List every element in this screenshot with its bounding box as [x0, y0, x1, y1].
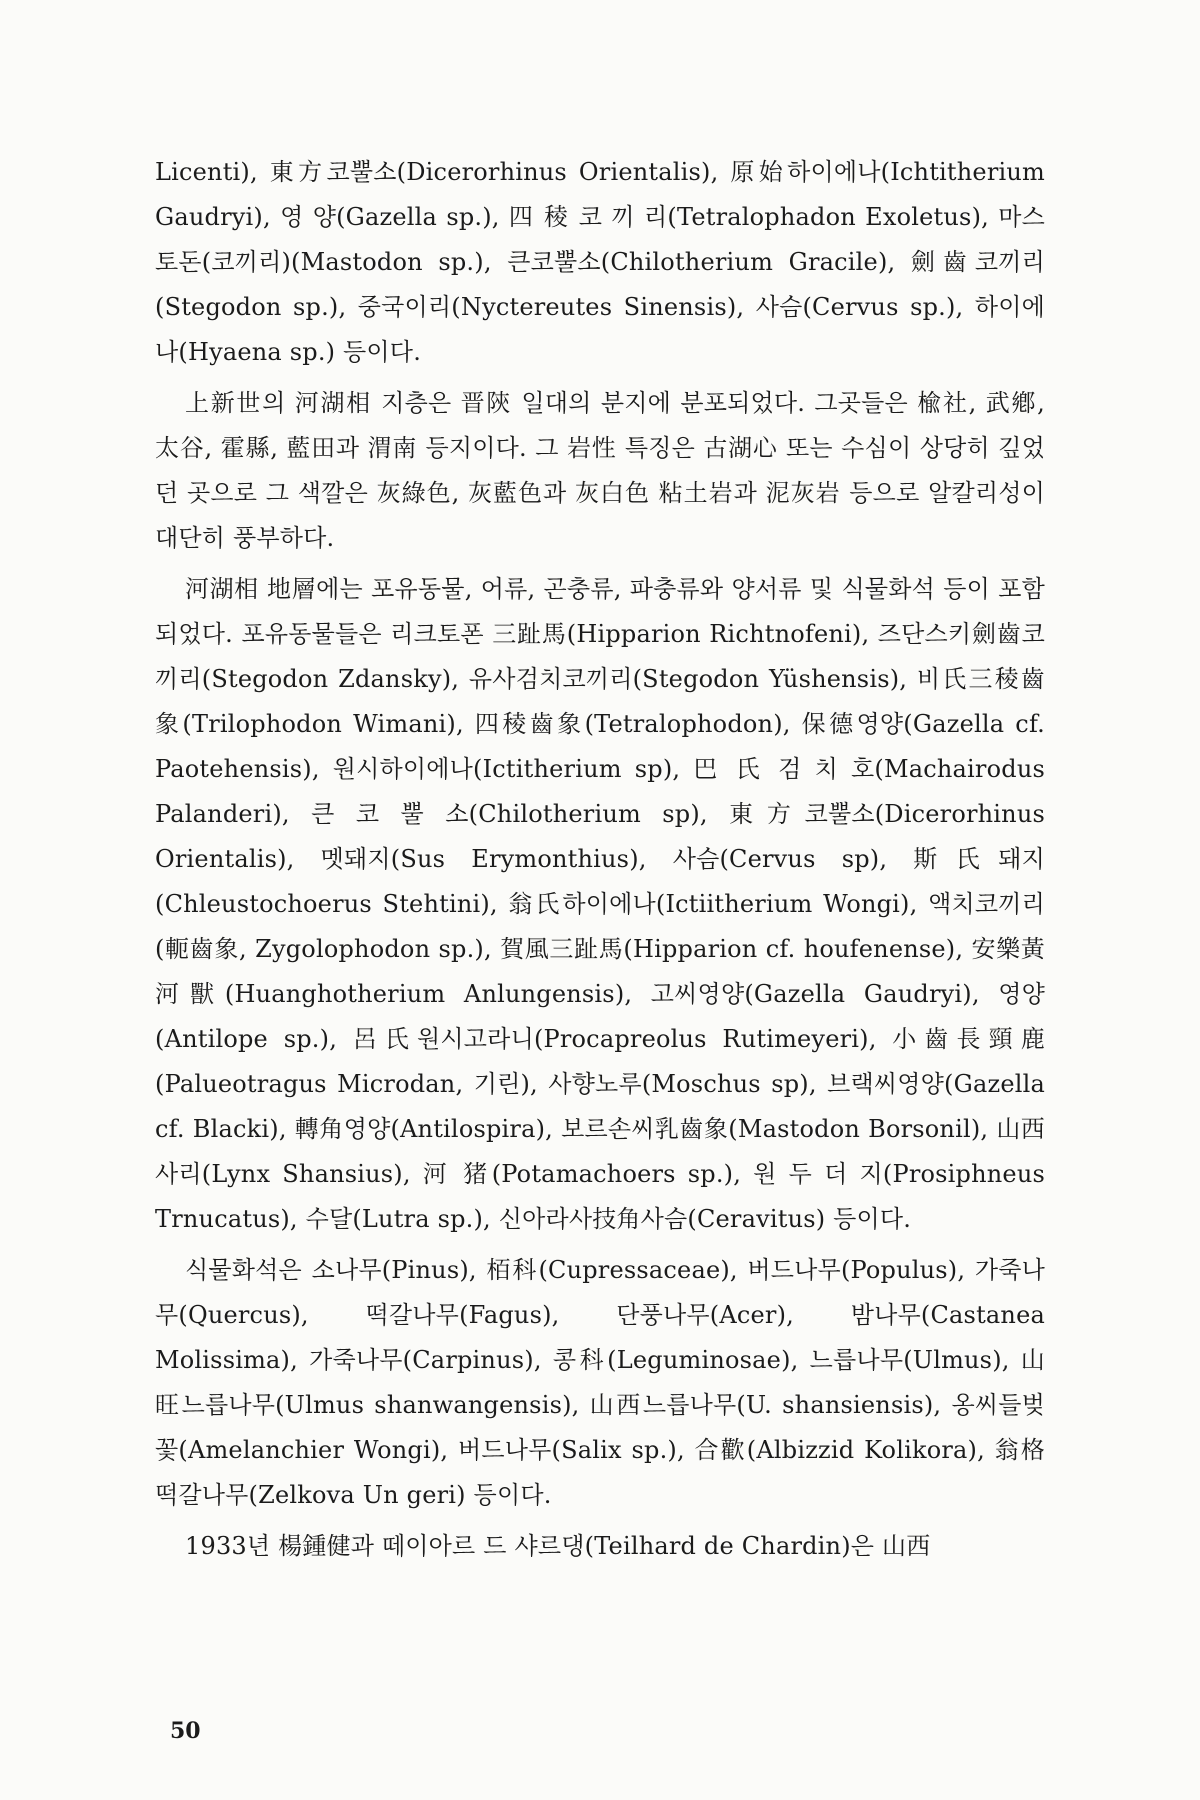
body-text: [155, 150, 1045, 1575]
paragraph-2: 上新世의 河湖相 지층은 晋陝 일대의 분지에 분포되었다. 그곳들은 楡社, 武鄕, 太谷, 霍縣, 藍田과 渭南 등지이다. 그 岩性 특징은 古湖心 또는 수심이 상당히 깊었던 곳으로 그 색깔은 灰綠色, 灰藍色과 灰白色 粘土岩과 泥灰岩 등으로 알칼리성이 대단히 풍부하다.: [155, 389, 1045, 552]
paragraph-4: 식물화석은 소나무(Pinus), 栢科(Cupressaceae), 버드나무(Populus), 가죽나무(Quercus), 떡갈나무(Fagus), 단풍나무(Acer), 밤나무(Castanea Molissima), 가죽나무(Carpinus), 콩科(Leguminosae), 느릅나무(Ulmus), 山旺느릅나무(Ulmus shanwangensis), 山西느릅나무(U. shansiensis), 옹씨들벚꽃(Amelanchier Wongi), 버드나무(Salix sp.), 合歡(Albizzid Kolikora), 翁格떡갈나무(Zelkova Un geri) 등이다.: [155, 1256, 1045, 1509]
paragraph-3: 河湖相 地層에는 포유동물, 어류, 곤충류, 파충류와 양서류 및 식물화석 등이 포함되었다. 포유동물들은 리크토폰 三趾馬(Hipparion Richtnofeni), 즈단스키劍齒코끼리(Stegodon Zdansky), 유사검치코끼리(Stegodon Yüshensis), 비氏三稜齒象(Trilophodon Wimani), 四稜齒象(Tetralophodon), 保德영양(Gazella cf. Paotehensis), 원시하이에나(Ictitherium sp), 巴 氏 검 치 호(Machairodus Palanderi), 큰 코 뿔 소(Chilotherium sp), 東方코뿔소(Dicerorhinus Orientalis), 멧돼지(Sus Erymonthius), 사슴(Cervus sp), 斯氏돼지(Chleustochoerus Stehtini), 翁氏하이에나(Ictiitherium Wongi), 액치코끼리(軛齒象, Zygolophodon sp.), 賀風三趾馬(Hipparion cf. houfenense), 安樂黃河獸(Huanghotherium Anlungensis), 고씨영양(Gazella Gaudryi), 영양(Antilope sp.), 呂氏원시고라니(Procapreolus Rutimeyeri), 小齒長頸鹿(Palueotragus Microdan, 기린), 사향노루(Moschus sp), 브랙씨영양(Gazella cf. Blacki), 轉角영양(Antilospira), 보르손씨乳齒象(Mastodon Borsonil), 山西사리(Lynx Shansius), 河 猪(Potamachoers sp.), 원 두 더 지(Prosiphneus Trnucatus), 수달(Lutra sp.), 신아라사技角사슴(Ceravitus) 등이다.: [155, 575, 1045, 1233]
paragraph-5: 1933년 楊鍾健과 떼이아르 드 샤르댕(Teilhard de Chardin)은 山西: [185, 1532, 931, 1560]
paragraph-1: Licenti), 東方코뿔소(Dicerorhinus Orientalis), 原始하이에나(Ichtitherium Gaudryi), 영 양(Gazella sp.), 四 稜 코 끼 리(Tetralophadon Exoletus), 마스토돈(코끼리)(Mastodon sp.), 큰코뿔소(Chilotherium Gracile), 劍齒코끼리(Stegodon sp.), 중국이리(Nyctereutes Sinensis), 사슴(Cervus sp.), 하이에나(Hyaena sp.) 등이다.: [155, 158, 1045, 366]
page-number: 50: [170, 1718, 201, 1744]
